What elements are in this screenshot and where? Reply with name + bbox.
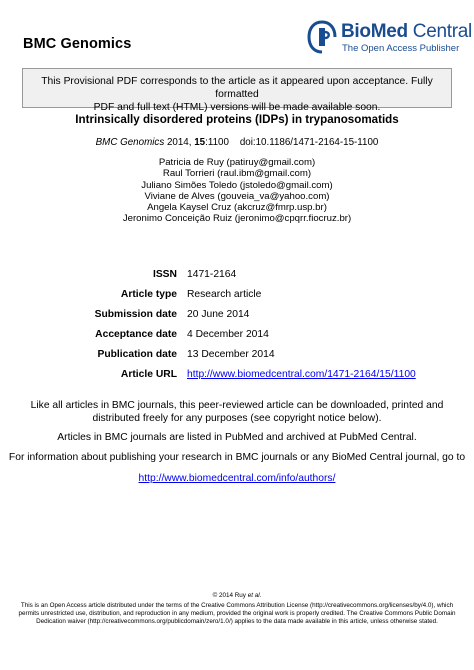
logo-tagline: The Open Access Publisher: [342, 43, 460, 54]
page-header: [0, 0, 474, 62]
article-url-link[interactable]: http://www.biomedcentral.com/1471-2164/15/1100: [187, 369, 416, 380]
logo-wordmark: BioMed Central: [341, 21, 472, 42]
citation-volume: 15: [194, 137, 206, 148]
article-citation: [0, 137, 474, 148]
article-title: Intrinsically disordered proteins (IDPs) in trypanosomatids: [75, 113, 399, 126]
provisional-notice: [22, 68, 452, 113]
metadata-row-acceptance-date: [0, 329, 474, 343]
notice-line-1: This Provisional PDF corresponds to the article as it appeared upon acceptance. Fully formatted: [41, 76, 433, 100]
author-list: [0, 157, 474, 225]
notice-line-2: PDF and full text (HTML) versions will be made available soon.: [93, 102, 381, 113]
journal-name: BMC Genomics: [23, 36, 132, 52]
biomed-central-logo: [307, 20, 472, 56]
metadata-row-issn: [0, 269, 474, 283]
license-paragraph: [0, 400, 474, 425]
metadata-row-article-url: [0, 369, 474, 383]
citation-doi: doi:10.1186/1471-2164-15-1100: [239, 137, 379, 148]
author-item: Raul Torrieri (raul.ibm@gmail.com): [162, 168, 312, 180]
biomed-logo-icon: [307, 20, 337, 54]
metadata-row-publication-date: [0, 349, 474, 363]
metadata-value: 4 December 2014: [187, 329, 269, 340]
footer-license-line-1: This is an Open Access article distributed under the terms of the Creative Commons Attribution License (http://creativecommons.org/licenses/by/4.0), which: [20, 602, 454, 609]
authors-info-line: [0, 473, 474, 486]
metadata-label: Article URL: [120, 369, 177, 380]
metadata-label: Publication date: [97, 349, 177, 360]
footer-license-line-3: Dedication waiver (http://creativecommons.org/publicdomain/zero/1.0/) applies to the data made available in this article, unless otherwise stated.: [36, 618, 438, 625]
pubmed-paragraph: Articles in BMC journals are listed in PubMed and archived at PubMed Central.: [57, 432, 417, 443]
metadata-label: ISSN: [152, 269, 177, 280]
metadata-value: 20 June 2014: [187, 309, 250, 320]
copyright-line: © 2014 Ruy et al.: [212, 592, 262, 599]
metadata-value: Research article: [187, 289, 262, 300]
author-item: Patricia de Ruy (patiruy@gmail.com): [158, 157, 316, 168]
metadata-label: Acceptance date: [95, 329, 177, 340]
authors-info-link[interactable]: http://www.biomedcentral.com/info/authors/: [138, 473, 336, 484]
author-item: Jeronimo Conceição Ruiz (jeronimo@cpqrr.fiocruz.br): [122, 213, 352, 225]
footer-license-line-2: permits unrestricted use, distribution, and reproduction in any medium, provided the original work is properly credited. The Creative Commons Public Domain: [18, 610, 456, 617]
metadata-row-submission-date: [0, 309, 474, 323]
metadata-label: Submission date: [94, 309, 177, 320]
license-line-2: distributed freely for any purposes (see copyright notice below).: [92, 412, 382, 424]
publishing-info-paragraph: For information about publishing your research in BMC journals or any BioMed Central journal, go to: [8, 452, 466, 463]
metadata-label: Article type: [120, 289, 177, 300]
author-item: Viviane de Alves (gouveia_va@yahoo.com): [144, 190, 330, 202]
citation-journal: BMC Genomics: [95, 137, 165, 148]
citation-year: 2014,: [166, 137, 192, 148]
metadata-value: 1471-2164: [187, 269, 237, 280]
author-item: Juliano Simões Toledo (jstoledo@gmail.com): [141, 179, 333, 191]
metadata-row-article-type: [0, 289, 474, 303]
license-line-1: Like all articles in BMC journals, this peer-reviewed article can be downloaded, printed and: [30, 400, 444, 411]
citation-pages: :1100: [205, 137, 229, 148]
metadata-value: 13 December 2014: [187, 349, 275, 360]
author-item: Angela Kaysel Cruz (akcruz@fmrp.usp.br): [147, 202, 327, 214]
page-footer: [0, 592, 474, 626]
